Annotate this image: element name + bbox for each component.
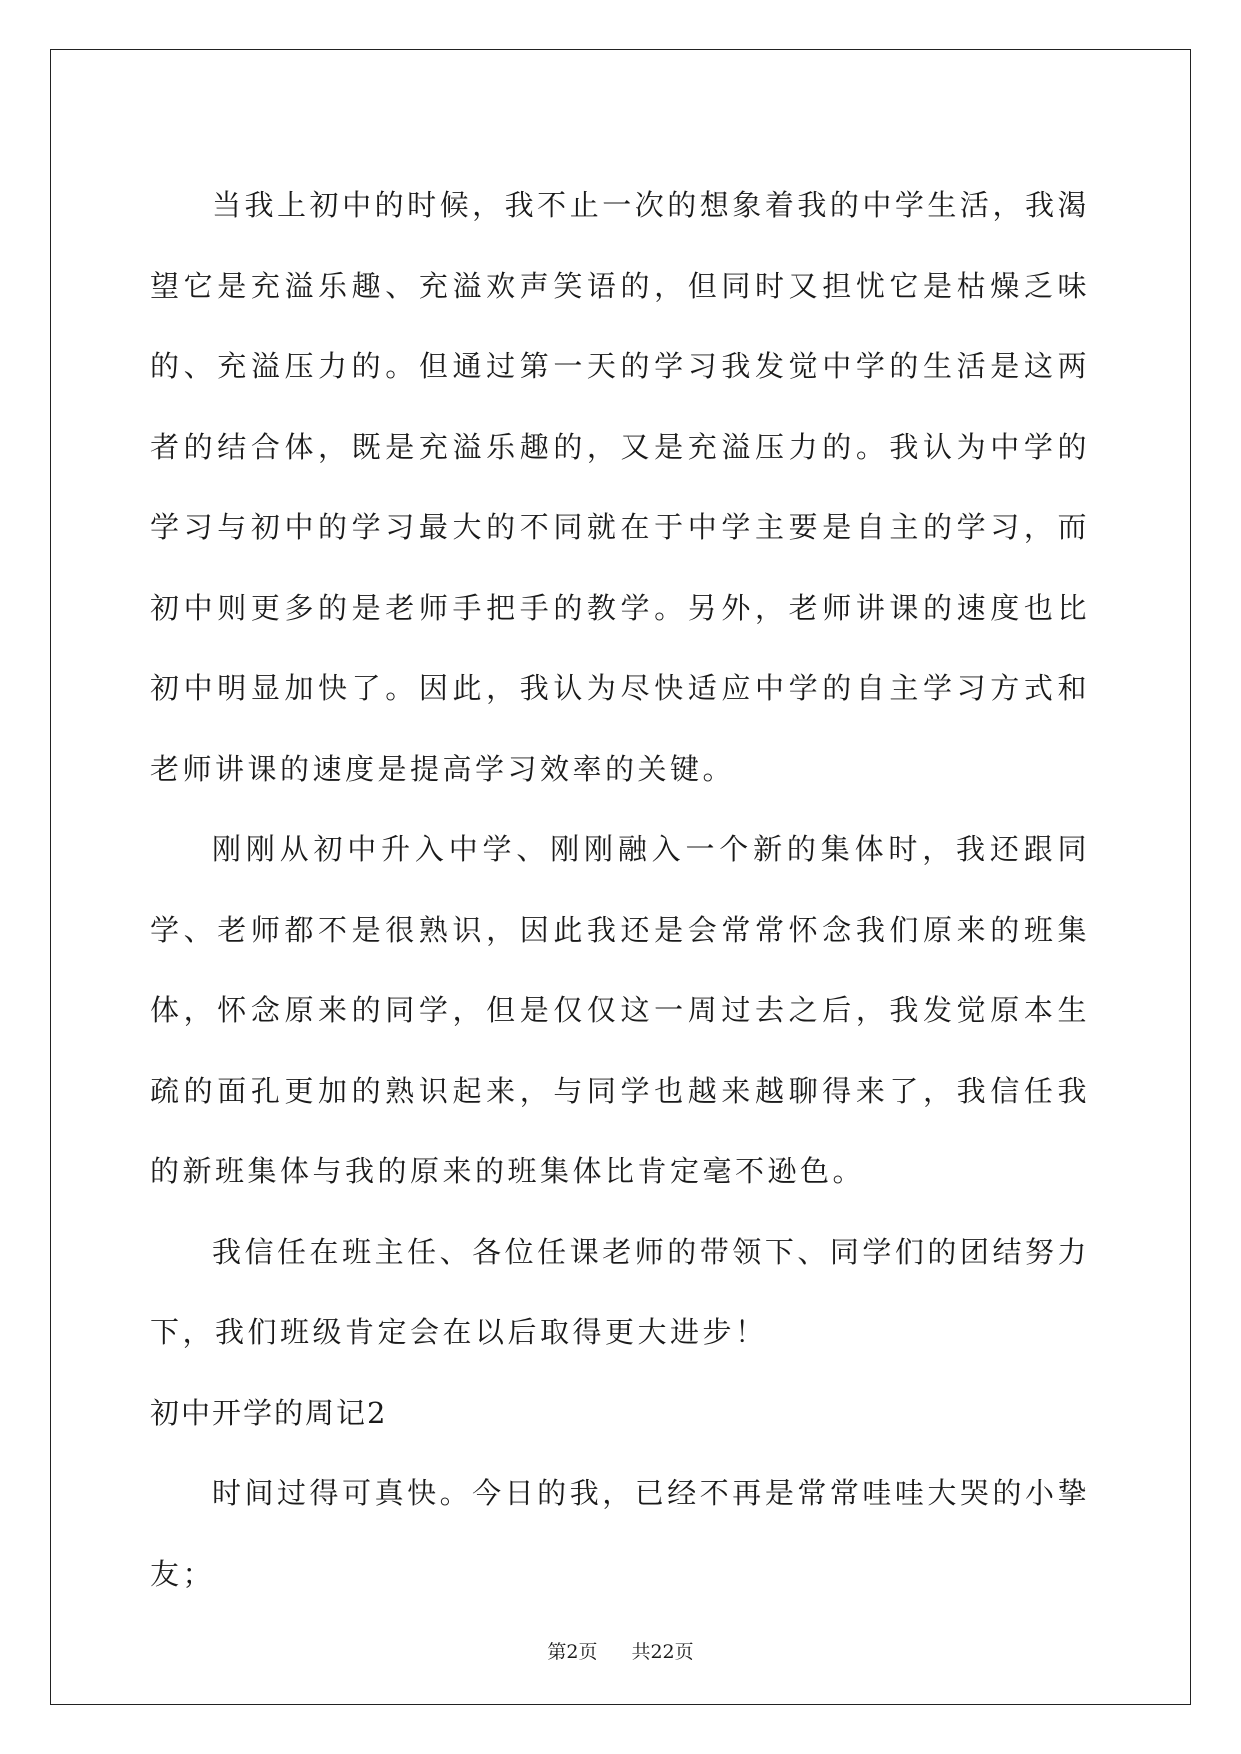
paragraph-3: 我信任在班主任、各位任课老师的带领下、同学们的团结努力下，我们班级肯定会在以后取得更大进步！ bbox=[150, 1234, 1090, 1349]
paragraph-2: 刚刚从初中升入中学、刚刚融入一个新的集体时，我还跟同学、老师都不是很熟识，因此我还是会常常怀念我们原来的班集体，怀念原来的同学，但是仅仅这一周过去之后，我发觉原本生疏的面孔更加的熟识起来，与同学也越来越聊得来了，我信任我的新班集体与我的原来的班集体比肯定毫不逊色。 bbox=[150, 832, 1090, 1188]
paragraph-1: 当我上初中的时候，我不止一次的想象着我的中学生活，我渴望它是充溢乐趣、充溢欢声笑语的，但同时又担忧它是枯燥乏味的、充溢压力的。但通过第一天的学习我发觉中学的生活是这两者的结合体，既是充溢乐趣的，又是充溢压力的。我认为中学的学习与初中的学习最大的不同就在于中学主要是自主的学习，而初中则更多的是老师手把手的教学。另外，老师讲课的速度也比初中明显加快了。因此，我认为尽快适应中学的自主学习方式和老师讲课的速度是提高学习效率的关键。 bbox=[150, 188, 1090, 786]
page-footer bbox=[0, 1637, 1241, 1664]
paragraph-4: 时间过得可真快。今日的我，已经不再是常常哇哇大哭的小挚友； bbox=[150, 1476, 1090, 1591]
section-heading: 初中开学的周记2 bbox=[150, 1395, 388, 1430]
page-number: 第2页 bbox=[547, 1641, 598, 1663]
page-total: 共22页 bbox=[631, 1641, 694, 1663]
document-body bbox=[150, 165, 1090, 1614]
